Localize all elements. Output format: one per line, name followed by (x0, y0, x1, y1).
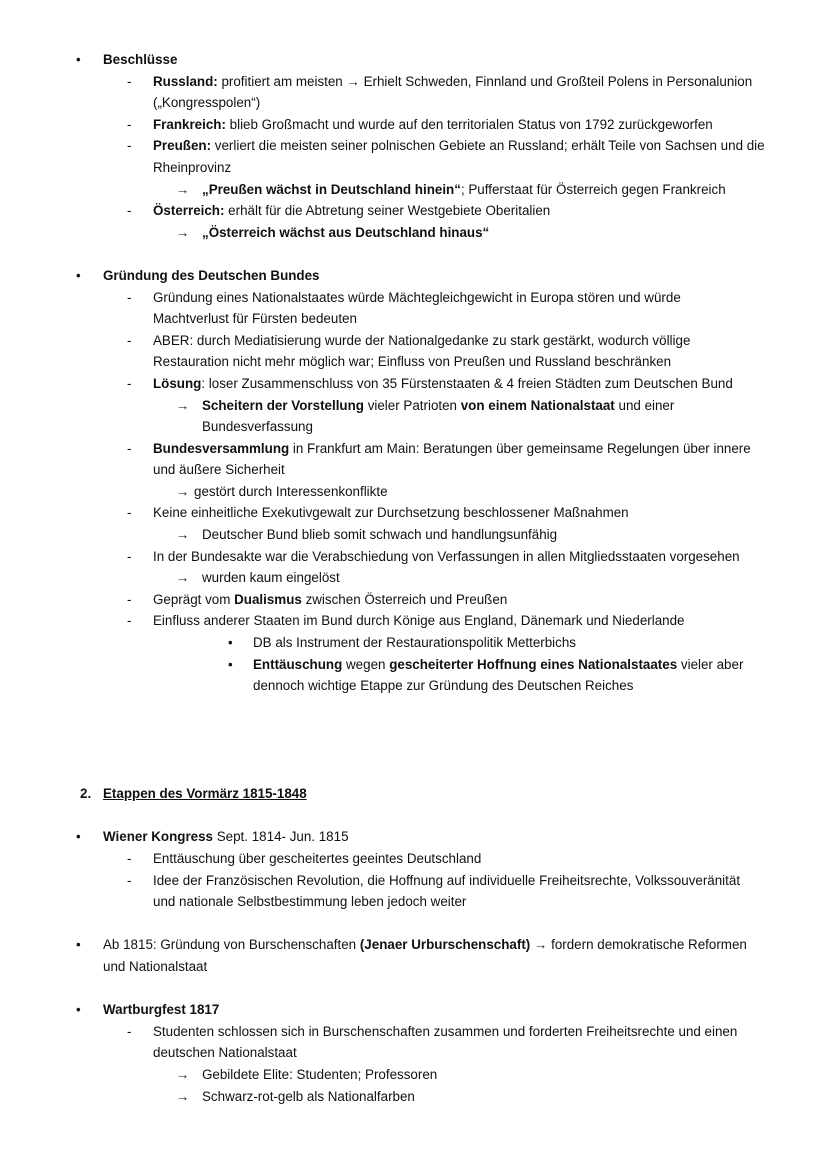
arrow-right-icon: → (176, 570, 190, 586)
dash-item-continuation (0, 157, 828, 179)
bullet-title: Gründung des Deutschen Bundes (103, 267, 320, 283)
text: vieler aber (677, 656, 744, 672)
section-heading (0, 783, 828, 805)
arrow-item (0, 222, 828, 244)
text: Schwarz-rot-gelb als Nationalfarben (202, 1088, 415, 1104)
dash-icon: - (127, 332, 132, 348)
text: und einer (614, 397, 675, 413)
text: in Frankfurt am Main: Beratungen über gemeinsame Regelungen über innere (289, 440, 751, 456)
text-bold: Wiener Kongress (103, 829, 214, 845)
bullet-icon: • (76, 937, 81, 953)
dash-item (0, 546, 828, 568)
bullet-item-burschenschaften (0, 934, 828, 956)
spacer (0, 762, 828, 784)
dash-icon: - (127, 613, 132, 629)
text: profitiert am meisten → Erhielt Schweden, Finnland und Großteil Polens in Personalunion (217, 73, 753, 89)
dash-icon: - (127, 440, 132, 456)
dash-item (0, 589, 828, 611)
text: Studenten schlossen sich in Burschenschaften zusammen und forderten Freiheitsrechte und einen (153, 1023, 738, 1039)
text: wurden kaum eingelöst (202, 570, 340, 586)
spacer (0, 697, 828, 762)
dash-icon: - (127, 73, 132, 89)
text-bold: Russland: (153, 73, 218, 89)
arrow-right-icon: → (176, 181, 190, 197)
text: Geprägt vom (153, 591, 235, 607)
sub-bullet-item-continuation (0, 675, 828, 697)
text: blieb Großmacht und wurde auf den territorialen Status von 1792 zurückgeworfen (225, 116, 713, 132)
text-bold: Dualismus (234, 591, 302, 607)
arrow-item (0, 1086, 828, 1108)
text: → fordern demokratische Reformen (530, 937, 747, 953)
bullet-icon: • (228, 656, 233, 672)
text: Rheinprovinz (153, 159, 232, 175)
text: ABER: durch Mediatisierung wurde der Nationalgedanke zu stark gestärkt, wodurch völlige (153, 332, 691, 348)
bullet-item-continuation (0, 956, 828, 978)
text: Idee der Französischen Revolution, die Hoffnung auf individuelle Freiheitsrechte, Volkssouveränität (153, 872, 741, 888)
bullet-item-gruendung (0, 265, 828, 287)
dash-icon: - (127, 203, 132, 219)
dash-item-continuation (0, 891, 828, 913)
dash-item-continuation (0, 308, 828, 330)
heading-number: 2. (80, 786, 92, 802)
arrow-right-icon: → (176, 483, 190, 499)
dash-item-continuation (0, 351, 828, 373)
text-bold: Scheitern der Vorstellung (202, 397, 364, 413)
spacer (0, 243, 828, 265)
bullet-item-wiener-kongress (0, 826, 828, 848)
text: : loser Zusammenschluss von 35 Fürstenstaaten & 4 freien Städten zum Deutschen Bund (201, 375, 733, 391)
sub-bullet-item (0, 632, 828, 654)
text: Einfluss anderer Staaten im Bund durch Könige aus England, Dänemark und Niederlande (153, 613, 685, 629)
bullet-icon: • (76, 52, 81, 67)
text-bold: Österreich: (153, 203, 225, 219)
dash-item (0, 438, 828, 460)
text-bold: (Jenaer Urburschenschaft) (359, 937, 531, 953)
bullet-item-wartburgfest (0, 999, 828, 1021)
text: Gebildete Elite: Studenten; Professoren (202, 1066, 438, 1082)
text: („Kongresspolen“) (153, 95, 261, 111)
text: Keine einheitliche Exekutivgewalt zur Durchsetzung beschlossener Maßnahmen (153, 505, 629, 521)
dash-icon: - (127, 375, 132, 391)
arrow-item (0, 524, 828, 546)
dash-icon: - (127, 548, 132, 564)
text: Sept. 1814- Jun. 1815 (213, 829, 349, 845)
bullet-icon: • (76, 267, 81, 283)
arrow-item (0, 395, 828, 417)
text: Restauration nicht mehr möglich war; Einfluss von Preußen und Russland beschränken (153, 354, 672, 370)
dash-icon: - (127, 138, 132, 154)
document-page (0, 49, 828, 1107)
dash-item (0, 870, 828, 892)
arrow-right-icon: → (176, 397, 190, 413)
dash-icon: - (127, 116, 132, 132)
text: Bundesverfassung (202, 419, 313, 435)
dash-item (0, 373, 828, 395)
text-bold: Bundesversammlung (153, 440, 290, 456)
dash-item (0, 200, 828, 222)
text: deutschen Nationalstaat (153, 1045, 297, 1061)
arrow-item (0, 179, 828, 201)
text: erhält für die Abtretung seiner Westgebiete Oberitalien (224, 203, 551, 219)
text: In der Bundesakte war die Verabschiedung von Verfassungen in allen Mitgliedsstaaten vorgesehen (153, 548, 740, 564)
text-bold: Frankreich: (153, 116, 226, 132)
dash-item (0, 610, 828, 632)
sub-bullet-item (0, 654, 828, 676)
text: gestört durch Interessenkonflikte (194, 483, 388, 499)
dash-item-continuation (0, 92, 828, 114)
dash-icon: - (127, 1023, 132, 1039)
text: Ab 1815: Gründung von Burschenschaften (103, 937, 360, 953)
dash-icon: - (127, 289, 132, 305)
spacer (0, 978, 828, 1000)
text: Enttäuschung über gescheitertes geeintes Deutschland (153, 850, 482, 866)
dash-item (0, 135, 828, 157)
text-bold: gescheiterter Hoffnung eines Nationalstaates (389, 656, 678, 672)
text: verliert die meisten seiner polnischen Gebiete an Russland; erhält Teile von Sachsen und die (211, 138, 765, 154)
spacer (0, 913, 828, 935)
dash-item-continuation (0, 1042, 828, 1064)
arrow-item (0, 1064, 828, 1086)
text: zwischen Österreich und Preußen (301, 591, 508, 607)
dash-icon: - (127, 850, 132, 866)
dash-item (0, 287, 828, 309)
dash-item (0, 502, 828, 524)
arrow-right-icon: → (176, 224, 190, 240)
text-bold: „Preußen wächst in Deutschland hinein“ (202, 181, 461, 197)
dash-item (0, 71, 828, 93)
text: dennoch wichtige Etappe zur Gründung des Deutschen Reiches (253, 678, 634, 694)
dash-item-continuation (0, 459, 828, 481)
spacer (0, 805, 828, 827)
text: Machtverlust für Fürsten bedeuten (153, 311, 357, 327)
bullet-title: Wartburgfest 1817 (103, 1002, 220, 1018)
text: und nationale Selbstbestimmung leben jedoch weiter (153, 894, 467, 910)
text: DB als Instrument der Restaurationspolitik Metterbichs (253, 635, 576, 651)
text: und Nationalstaat (103, 958, 208, 974)
text: wegen (342, 656, 390, 672)
dash-icon: - (127, 872, 132, 888)
text: Gründung eines Nationalstaates würde Mächtegleichgewicht in Europa stören und würde (153, 289, 681, 305)
arrow-item-continuation (0, 416, 828, 438)
bullet-title: Beschlüsse (103, 52, 178, 67)
dash-item (0, 114, 828, 136)
heading-title: Etappen des Vormärz 1815-1848 (103, 786, 307, 802)
dash-item (0, 848, 828, 870)
bullet-icon: • (76, 829, 81, 845)
text-bold: Preußen: (153, 138, 212, 154)
bullet-item-beschluesse (0, 49, 828, 71)
text: vieler Patrioten (363, 397, 461, 413)
arrow-item (0, 567, 828, 589)
text: Deutscher Bund blieb somit schwach und handlungsunfähig (202, 527, 558, 543)
text-bold: „Österreich wächst aus Deutschland hinaus“ (202, 224, 490, 240)
dash-item (0, 1021, 828, 1043)
text-bold: von einem Nationalstaat (460, 397, 615, 413)
bullet-icon: • (76, 1002, 81, 1018)
arrow-right-icon: → (176, 527, 190, 543)
arrow-item (0, 481, 828, 503)
text: ; Pufferstaat für Österreich gegen Frankreich (460, 181, 726, 197)
dash-icon: - (127, 591, 132, 607)
text-bold: Lösung (153, 375, 202, 391)
bullet-icon: • (228, 635, 233, 651)
arrow-right-icon: → (176, 1066, 190, 1082)
text: und äußere Sicherheit (153, 462, 285, 478)
text-bold: Enttäuschung (253, 656, 343, 672)
arrow-right-icon: → (176, 1088, 190, 1104)
dash-icon: - (127, 505, 132, 521)
dash-item (0, 330, 828, 352)
